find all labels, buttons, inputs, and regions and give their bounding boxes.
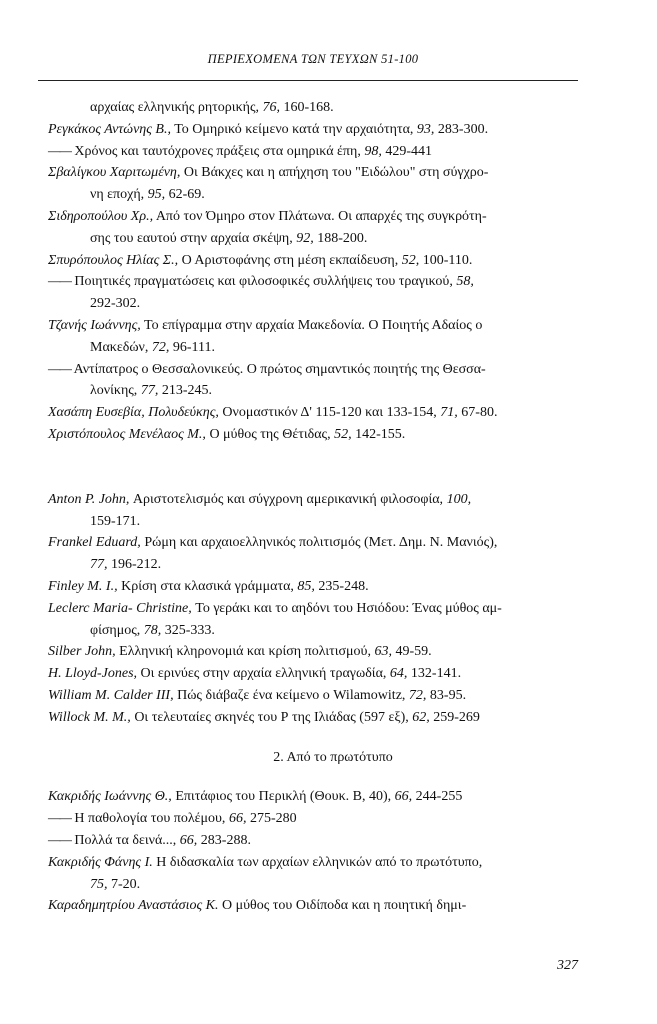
entry-author: Τζανής Ιωάννης, <box>48 317 141 333</box>
entry-first-line <box>48 119 578 141</box>
entry-continuation <box>48 184 578 206</box>
entry-author: Σπυρόπουλος Ηλίας Σ., <box>48 252 179 268</box>
entry-continuation <box>48 620 578 642</box>
entry-title: Ονομαστικόν Δ' 115-120 και 133-154, <box>218 405 441 421</box>
bibliography-entry <box>48 489 578 533</box>
entry-pages: 96-111. <box>169 339 215 355</box>
entry-author: Finley M. I., <box>48 578 118 594</box>
entry-first-line <box>48 707 578 729</box>
entry-title: Οι τελευταίες σκηνές του Ρ της Ιλιάδας (597 εξ), <box>130 709 413 725</box>
entry-volume: 93, <box>416 121 435 137</box>
entry-pages: 67-80. <box>457 405 498 421</box>
entry-first-line <box>48 663 578 685</box>
entry-title: Το επίγραμμα στην αρχαία Μακεδονία. Ο Ποιητής Αδαίος ο <box>140 317 483 333</box>
entry-author: Silber John, <box>48 644 116 660</box>
entry-first-line <box>48 641 578 663</box>
entry-title-continued: 159-171. <box>90 513 141 529</box>
bibliography-entry <box>48 685 578 707</box>
bibliography-entry <box>48 315 578 359</box>
entry-title: Χρόνος και ταυτόχρονες πράξεις στα ομηρικά έπη, <box>70 143 365 159</box>
entry-title: Ο μύθος της Θέτιδας, <box>205 426 335 442</box>
entry-first-line <box>48 576 578 598</box>
entry-continuation <box>48 228 578 250</box>
entry-volume: 72, <box>151 339 170 355</box>
bibliography-entry <box>48 808 578 830</box>
entry-pages: 188-200. <box>313 230 368 246</box>
entry-first-line <box>48 141 578 163</box>
entry-volume: 58, <box>456 274 474 290</box>
bibliography-entry <box>48 598 578 642</box>
entry-author: —— <box>48 832 71 848</box>
entry-title: Επιτάφιος του Περικλή (Θουκ. Β, 40), <box>171 789 395 805</box>
entry-continuation <box>48 874 578 896</box>
entry-volume: 77, <box>90 557 108 573</box>
entry-volume: 92, <box>296 230 314 246</box>
entry-author: Willock M. M., <box>48 709 131 725</box>
section-title: 2. Από το πρωτότυπο <box>273 749 393 765</box>
entry-pages: 283-300. <box>434 121 489 137</box>
entry-continuation <box>48 293 578 315</box>
entry-pages: 132-141. <box>407 666 462 682</box>
entry-volume: 52, <box>334 426 352 442</box>
page-number: 327 <box>557 958 578 973</box>
entry-title: Η παθολογία του πολέμου, <box>70 811 229 827</box>
entry-pages: 142-155. <box>351 426 406 442</box>
entry-pages: 244-255 <box>412 789 463 805</box>
entry-first-line <box>48 852 578 874</box>
bibliography-entry <box>48 359 578 403</box>
entry-title-continued: λονίκης, <box>90 383 141 399</box>
entry-author: —— <box>48 361 71 377</box>
bibliography-entry <box>48 97 578 119</box>
entry-title: Ρώμη και αρχαιοελληνικός πολιτισμός (Μετ. Δημ. Ν. Μανιός), <box>140 535 498 551</box>
entry-volume: 98, <box>364 143 382 159</box>
entry-first-line <box>48 206 578 228</box>
entry-title-continued: Μακεδών, <box>90 339 152 355</box>
entry-pages: 259-269 <box>429 709 480 725</box>
bibliography-entry <box>48 141 578 163</box>
entry-title: Από τον Όμηρο στον Πλάτωνα. Οι απαρχές της συγκρότη- <box>153 208 487 224</box>
entry-title: Οι ερινύες στην αρχαία ελληνική τραγωδία, <box>137 666 390 682</box>
entry-title: Ο μύθος του Οιδίποδα και η ποιητική δημι- <box>218 898 467 914</box>
entry-pages: 213-245. <box>158 383 212 399</box>
header-rule <box>38 80 578 81</box>
bibliography-entry <box>48 402 578 424</box>
entry-author: H. Lloyd-Jones, <box>48 666 138 682</box>
entry-title: Κρίση στα κλασικά γράμματα, <box>117 578 298 594</box>
entry-author: Κακριδής Ιωάννης Θ., <box>48 789 172 805</box>
entries-block-3 <box>48 786 578 917</box>
entry-first-line <box>48 271 578 293</box>
entry-continuation <box>48 380 578 402</box>
entry-title-continued: αρχαίας ελληνικής ρητορικής, <box>90 100 263 115</box>
entry-pages: 62-69. <box>165 187 205 203</box>
entry-author: Σβαλίγκου Χαριτωμένη, <box>48 165 181 181</box>
page-content <box>48 97 578 917</box>
bibliography-entry <box>48 707 578 729</box>
bibliography-entry <box>48 424 578 446</box>
entry-title: Αντίπατρος ο Θεσσαλονικεύς. Ο πρώτος σημαντικός ποιητής της Θεσσα- <box>70 361 486 377</box>
entry-pages: 235-248. <box>314 578 369 594</box>
bibliography-entry <box>48 663 578 685</box>
bibliography-entry <box>48 786 578 808</box>
entry-continuation <box>48 511 578 533</box>
entry-title: Ελληνική κληρονομιά και κρίση πολιτισμού, <box>115 644 375 660</box>
entry-volume: 66, <box>228 811 247 827</box>
entry-title: Οι Βάκχες και η απήχηση του "Ειδώλου" στη σύγχρο- <box>180 165 489 181</box>
entry-author: Χασάπη Ευσεβία, Πολυδεύκης, <box>48 405 219 421</box>
entry-pages: 100-110. <box>419 252 473 268</box>
entry-pages: 275-280 <box>246 811 297 827</box>
entry-first-line <box>48 532 578 554</box>
bibliography-entry <box>48 206 578 250</box>
bibliography-entry <box>48 830 578 852</box>
bibliography-entry <box>48 576 578 598</box>
bibliography-entry <box>48 895 578 917</box>
entry-pages: 325-333. <box>161 622 215 638</box>
entry-title: Πώς διάβαζε ένα κείμενο ο Wilamowitz, <box>173 687 409 703</box>
entry-author: —— <box>48 811 71 827</box>
bibliography-entry <box>48 271 578 315</box>
entry-pages: 49-59. <box>391 644 432 660</box>
entry-first-line <box>48 598 578 620</box>
entry-title: Πολλά τα δεινά..., <box>70 832 180 848</box>
entry-author: Leclerc Maria- Christine, <box>48 600 192 616</box>
entry-first-line <box>48 786 578 808</box>
entry-volume: 72, <box>408 687 427 703</box>
entry-volume: 66, <box>179 832 198 848</box>
entry-title-continued: 292-302. <box>90 296 141 312</box>
entry-first-line <box>48 250 578 272</box>
entry-title: Αριστοτελισμός και σύγχρονη αμερικανική φιλοσοφία, <box>129 491 447 507</box>
entry-first-line <box>48 489 578 511</box>
entry-title: Το Ομηρικό κείμενο κατά την αρχαιότητα, <box>170 121 417 137</box>
entry-volume: 64, <box>389 666 408 682</box>
bibliography-entry <box>48 250 578 272</box>
entry-author: —— <box>48 274 71 290</box>
entry-first-line <box>48 808 578 830</box>
entry-continuation <box>48 97 578 119</box>
entry-first-line <box>48 685 578 707</box>
bibliography-entry <box>48 532 578 576</box>
entry-pages: 429-441 <box>381 143 432 159</box>
running-header: ΠΕΡΙΕΧΟΜΕΝΑ ΤΩΝ ΤΕΥΧΩΝ 51-100 <box>207 52 419 66</box>
entry-author: Σιδηροπούλου Χρ., <box>48 208 154 224</box>
entry-title: Η διδασκαλία των αρχαίων ελληνικών από το πρωτότυπο, <box>152 854 483 870</box>
bibliography-entry <box>48 162 578 206</box>
entry-author: Frankel Eduard, <box>48 535 141 551</box>
entry-volume: 66, <box>394 789 413 805</box>
entry-volume: 52, <box>401 252 420 268</box>
entry-volume: 85, <box>297 578 315 594</box>
entry-title: Ποιητικές πραγματώσεις και φιλοσοφικές συλλήψεις του τραγικού, <box>70 274 457 290</box>
bibliography-entry <box>48 641 578 663</box>
entry-first-line <box>48 162 578 184</box>
entry-pages: 283-288. <box>197 832 251 848</box>
entry-first-line <box>48 424 578 446</box>
entry-title: Το γεράκι και το αηδόνι του Ησιόδου: Ένας μύθος αμ- <box>191 600 502 616</box>
entry-first-line <box>48 315 578 337</box>
entry-title-continued: σης του εαυτού στην αρχαία σκέψη, <box>90 230 297 246</box>
entry-pages: 196-212. <box>107 557 162 573</box>
entry-title-continued: φίσημος, <box>90 622 144 638</box>
entry-author: Καραδημητρίου Αναστάσιος Κ. <box>48 898 219 914</box>
entry-title-continued: νη εποχή, <box>90 187 148 203</box>
entry-first-line <box>48 895 578 917</box>
entry-volume: 75, <box>90 876 108 892</box>
entry-volume: 78, <box>143 622 162 638</box>
entry-volume: 63, <box>374 644 392 660</box>
entry-author: William M. Calder III, <box>48 687 174 703</box>
bibliography-entry <box>48 119 578 141</box>
entry-volume: 100, <box>446 491 472 507</box>
entry-pages: 7-20. <box>107 876 141 892</box>
entry-author: Χριστόπουλος Μενέλαος Μ., <box>48 426 206 442</box>
entry-author: —— <box>48 143 71 159</box>
entry-author: Κακριδής Φάνης Ι. <box>48 854 153 870</box>
entry-title: Ο Αριστοφάνης στη μέση εκπαίδευση, <box>178 252 402 268</box>
bibliography-entry <box>48 852 578 896</box>
entry-author: Ρεγκάκος Αντώνης Β., <box>48 121 171 137</box>
entry-volume: 71, <box>440 405 458 421</box>
entries-block-2 <box>48 489 578 729</box>
entry-author: Anton P. John, <box>48 491 130 507</box>
entry-continuation <box>48 337 578 359</box>
entry-pages: 160-168. <box>279 100 334 115</box>
entry-continuation <box>48 554 578 576</box>
entry-first-line <box>48 359 578 381</box>
entries-block-1 <box>48 97 578 446</box>
entry-first-line <box>48 830 578 852</box>
entry-volume: 95, <box>147 187 166 203</box>
entry-volume: 76, <box>262 100 280 115</box>
entry-volume: 77, <box>140 383 159 399</box>
entry-volume: 62, <box>412 709 430 725</box>
entry-pages: 83-95. <box>426 687 467 703</box>
entry-first-line <box>48 402 578 424</box>
